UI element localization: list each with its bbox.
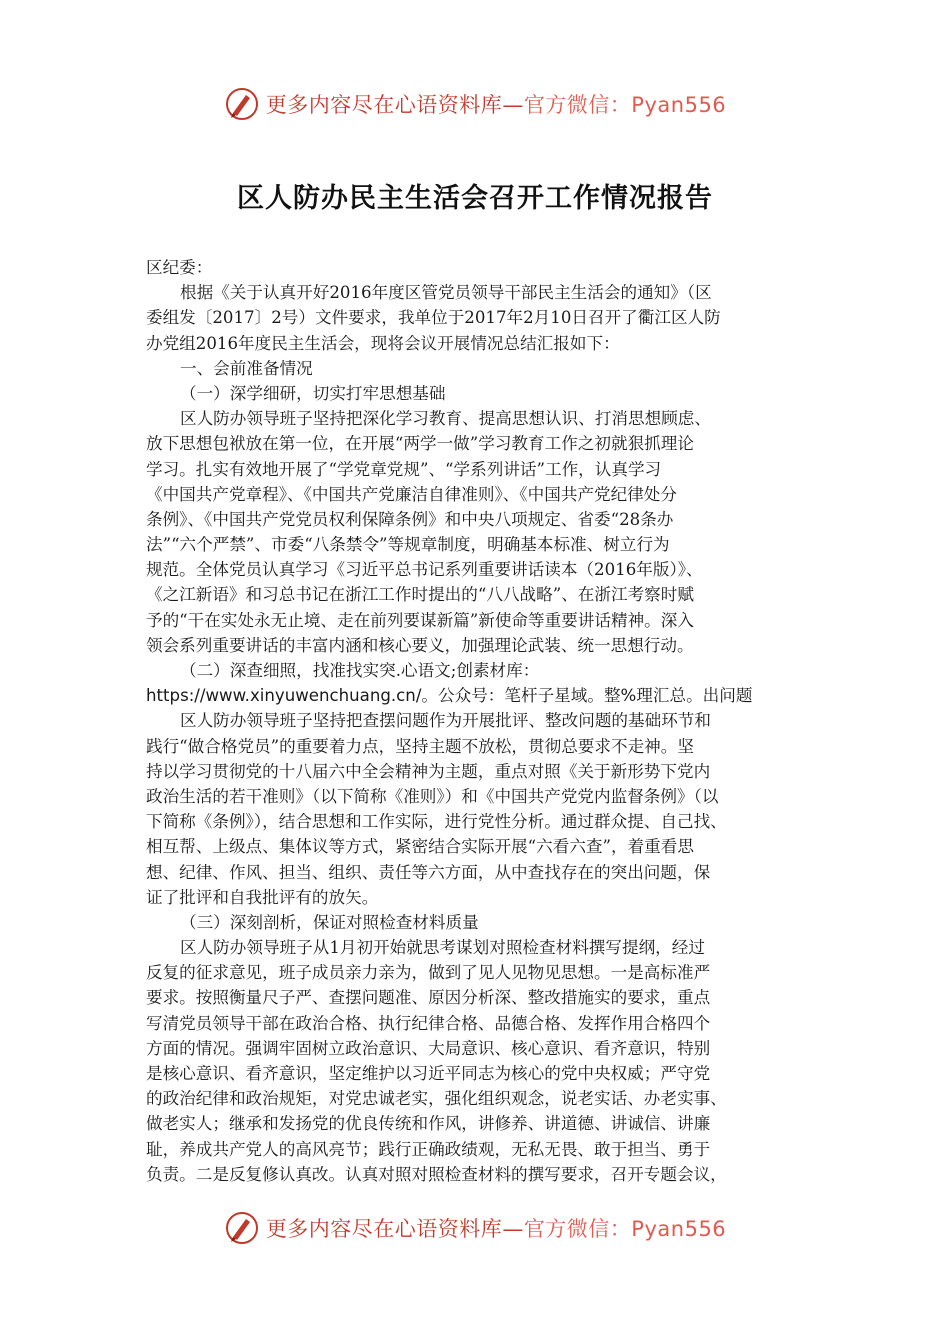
body-line: 领会系列重要讲话的丰富内涵和核心要义，加强理论武装、统一思想行动。 (146, 635, 694, 655)
body-line: 证了批评和自我批评有的放矢。 (146, 887, 379, 907)
pen-logo-icon (224, 86, 260, 122)
body-line: 《中国共产党章程》、《中国共产党廉洁自律准则》、《中国共产党纪律处分 (146, 484, 677, 504)
body-line: 委组发〔2017〕2号）文件要求，我单位于2017年2月10日召开了衢江区人防 (146, 308, 721, 328)
body-line: （一）深学细研，切实打牢思想基础 (180, 383, 446, 403)
document-title: 区人防办民主生活会召开工作情况报告 (237, 183, 713, 214)
body-line: 根据《关于认真开好2016年度区管党员领导干部民主生活会的通知》（区 (180, 283, 712, 303)
body-line: 下简称《条例》），结合思想和工作实际，进行党性分析。通过群众提、自己找、 (146, 812, 727, 832)
body-line: 予的“干在实处永无止境、走在前列要谋新篇”新使命等重要讲话精神。深入 (146, 610, 694, 630)
body-line: 区人防办领导班子从1月初开始就思考谋划对照检查材料撰写提纲，经过 (180, 938, 705, 958)
body-line: 政治生活的若干准则》（以下简称《准则》）和《中国共产党党内监督条例》（以 (146, 786, 719, 806)
body-line: 相互帮、上级点、集体议等方式，紧密结合实际开展“六看六查”，着重看思 (146, 837, 694, 857)
body-line: 做老实人；继承和发扬党的优良传统和作风，讲修养、讲道德、讲诚信、讲廉 (146, 1114, 711, 1134)
body-line: 践行“做合格党员”的重要着力点，坚持主题不放松，贯彻总要求不走神。坚 (146, 736, 694, 756)
body-line: 区人防办领导班子坚持把深化学习教育、提高思想认识、打消思想顾虑、 (180, 409, 711, 429)
body-line: 放下思想包袱放在第一位，在开展“两学一做”学习教育工作之初就狠抓理论 (146, 434, 694, 454)
body-line: 方面的情况。强调牢固树立政治意识、大局意识、核心意识、看齐意识，特别 (146, 1038, 711, 1058)
body-line: 一、会前准备情况 (180, 358, 313, 378)
document-body (146, 255, 811, 1187)
body-line: 耻，养成共产党人的高风亮节；践行正确政绩观，无私无畏、敢于担当、勇于 (146, 1139, 711, 1159)
body-line: 是核心意识、看齐意识，坚定维护以习近平同志为核心的党中央权威；严守党 (146, 1064, 711, 1083)
body-line-link: https://www.xinyuwenchuang.cn/。公众号：笔杆子星域。整%理汇总。出问题 (146, 686, 753, 706)
body-line: （三）深刻剖析，保证对照检查材料质量 (180, 912, 479, 932)
watermark-banner-top (0, 84, 950, 124)
body-line: 区纪委： (146, 258, 213, 277)
body-line: 学习。扎实有效地开展了“学党章党规”、“学系列讲话”工作，认真学习 (146, 459, 662, 479)
body-line: （二）深查细照，找准找实突.心语文;创素材库： (180, 661, 540, 680)
watermark-banner-bottom (0, 1208, 950, 1248)
body-line: 负责。二是反复修认真改。认真对照对照检查材料的撰写要求，召开专题会议， (146, 1164, 727, 1184)
watermark-text: 更多内容尽在心语资料库—官方微信：Pyan556 (265, 93, 727, 117)
body-line: 办党组2016年度民主生活会，现将会议开展情况总结汇报如下： (146, 333, 620, 353)
body-line: 写清党员领导干部在政治合格、执行纪律合格、品德合格、发挥作用合格四个 (146, 1013, 711, 1033)
body-line: 反复的征求意见，班子成员亲力亲为，做到了见人见物见思想。一是高标准严 (146, 963, 711, 983)
body-line: 规范。全体党员认真学习《习近平总书记系列重要讲话读本（2016年版）》、 (146, 560, 703, 580)
body-line: 法”“六个严禁”、市委“八条禁令”等规章制度，明确基本标准、树立行为 (146, 535, 670, 555)
body-line: 的政治纪律和政治规矩，对党忠诚老实，强化组织观念，说老实话、办老实事、 (146, 1089, 727, 1109)
pen-logo-icon (224, 1210, 260, 1246)
body-line: 《之江新语》和习总书记在浙江工作时提出的“八八战略”、在浙江考察时赋 (146, 585, 694, 605)
body-line: 要求。按照衡量尺子严、查摆问题准、原因分析深、整改措施实的要求，重点 (146, 988, 711, 1008)
body-line: 想、纪律、作风、担当、组织、责任等六方面，从中查找存在的突出问题，保 (146, 862, 711, 882)
body-line: 条例》、《中国共产党党员权利保障条例》和中央八项规定、省委“28条办 (146, 509, 674, 529)
body-line: 持以学习贯彻党的十八届六中全会精神为主题，重点对照《关于新形势下党内 (146, 761, 711, 781)
watermark-text: 更多内容尽在心语资料库—官方微信：Pyan556 (265, 1217, 727, 1241)
body-line: 区人防办领导班子坚持把查摆问题作为开展批评、整改问题的基础环节和 (180, 711, 711, 731)
